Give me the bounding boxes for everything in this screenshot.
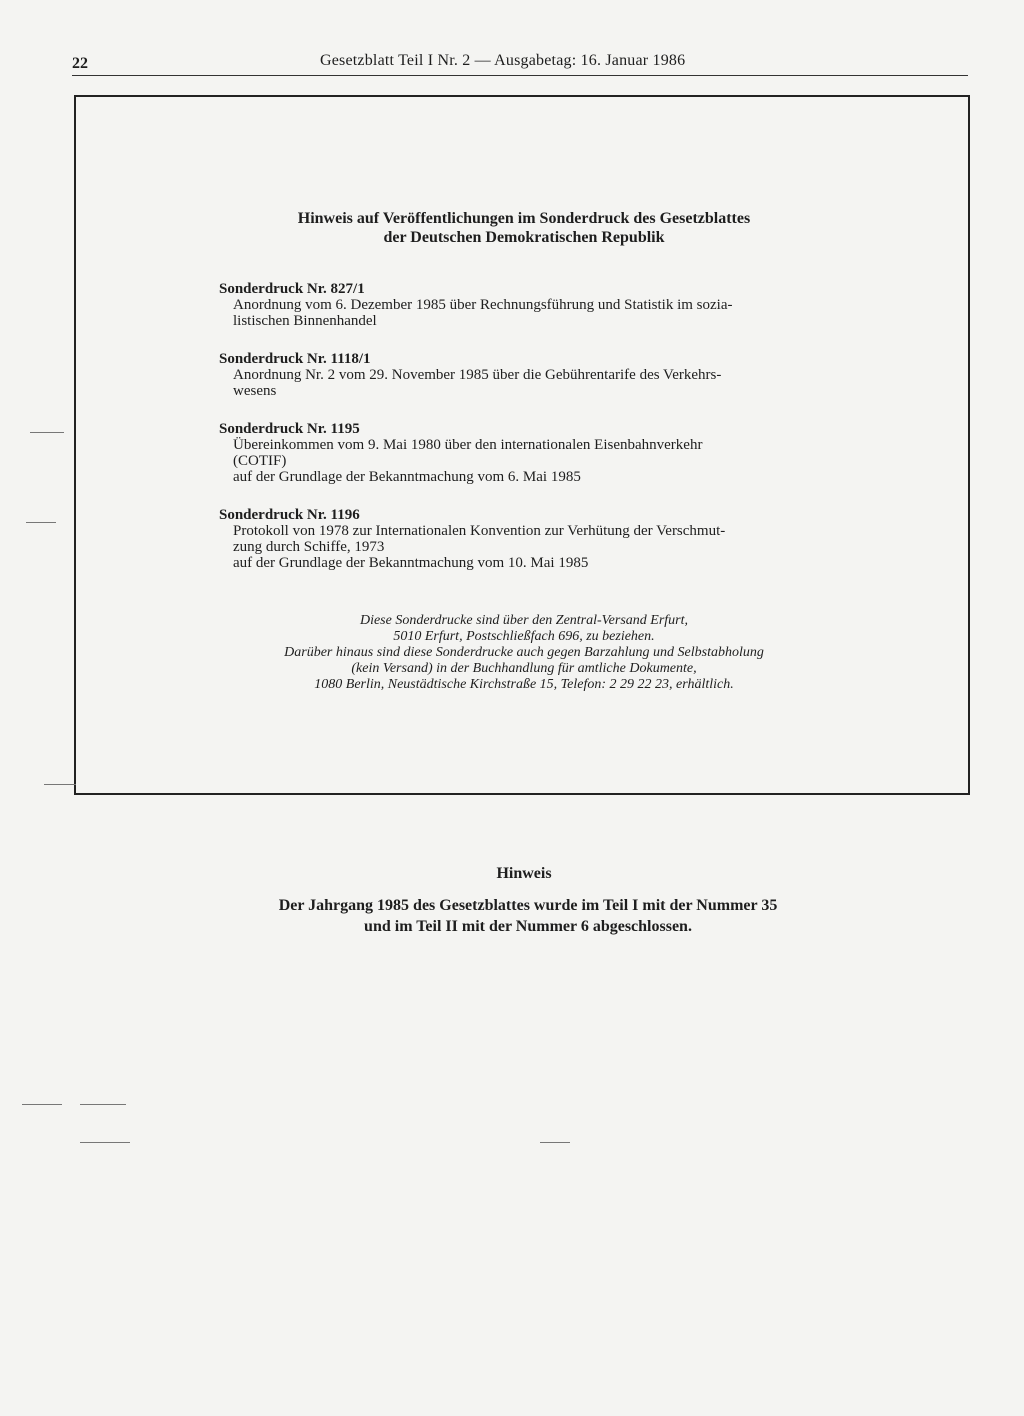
scan-speck [26,522,56,523]
scan-speck [540,1142,570,1143]
page-number: 22 [72,55,88,72]
entry-line: Anordnung vom 6. Dezember 1985 über Rechnungsführung und Statistik im sozia- [233,297,733,313]
scan-speck [80,1142,130,1143]
scan-speck [30,432,64,433]
hinweis-line: und im Teil II mit der Nummer 6 abgeschlossen. [364,918,692,935]
entry-line: auf der Grundlage der Bekanntmachung vom 6. Mai 1985 [233,469,581,485]
hinweis-text [0,895,1024,937]
scan-speck [80,1104,126,1105]
distribution-line: 1080 Berlin, Neustädtische Kirchstraße 15, Telefon: 2 29 22 23, erhältlich. [314,677,734,692]
distribution-line: 5010 Erfurt, Postschließfach 696, zu beziehen. [393,629,655,644]
distribution-line: (kein Versand) in der Buchhandlung für amtliche Dokumente, [351,661,697,676]
distribution-note [76,613,972,693]
scan-speck [44,784,76,785]
sonderdruck-entry-1196 [219,507,834,571]
entry-line: zung durch Schiffe, 1973 [233,539,385,555]
entry-line: wesens [233,383,277,399]
entry-description [219,367,834,399]
header-rule [72,75,968,76]
entry-line: listischen Binnenhandel [233,313,377,329]
hinweis-title: Hinweis [496,865,552,882]
hinweis-line: Der Jahrgang 1985 des Gesetzblattes wurde im Teil I mit der Nummer 35 [278,897,778,914]
distribution-line: Darüber hinaus sind diese Sonderdrucke auch gegen Barzahlung und Selbstabholung [284,645,764,660]
running-head: Gesetzblatt Teil I Nr. 2 — Ausgabetag: 16. Januar 1986 [320,52,686,69]
sonderdruck-entry-1195 [219,421,834,485]
entry-line: Übereinkommen vom 9. Mai 1980 über den internationalen Eisenbahnverkehr [233,437,703,453]
box-title-line: der Deutschen Demokratischen Republik [383,229,665,246]
entry-line: Protokoll von 1978 zur Internationalen Konvention zur Verhütung der Verschmut- [233,523,726,539]
sonderdruck-entry-827 [219,281,834,329]
notice-box [74,95,970,795]
box-title-line: Hinweis auf Veröffentlichungen im Sonderdruck des Gesetzblattes [297,210,751,227]
entry-line: (COTIF) [233,453,287,469]
entry-heading: Sonderdruck Nr. 1196 [219,507,360,523]
scan-speck [22,1104,62,1105]
entry-line: Anordnung Nr. 2 vom 29. November 1985 über die Gebührentarife des Verkehrs- [233,367,722,383]
entry-heading: Sonderdruck Nr. 1195 [219,421,360,437]
entry-heading: Sonderdruck Nr. 827/1 [219,281,365,297]
entry-line: auf der Grundlage der Bekanntmachung vom 10. Mai 1985 [233,555,589,571]
sonderdruck-entry-1118 [219,351,834,399]
entry-description [219,523,834,571]
entry-heading: Sonderdruck Nr. 1118/1 [219,351,371,367]
distribution-line: Diese Sonderdrucke sind über den Zentral-Versand Erfurt, [359,613,689,628]
box-title [76,209,972,247]
entry-description [219,437,834,485]
entry-description [219,297,834,329]
